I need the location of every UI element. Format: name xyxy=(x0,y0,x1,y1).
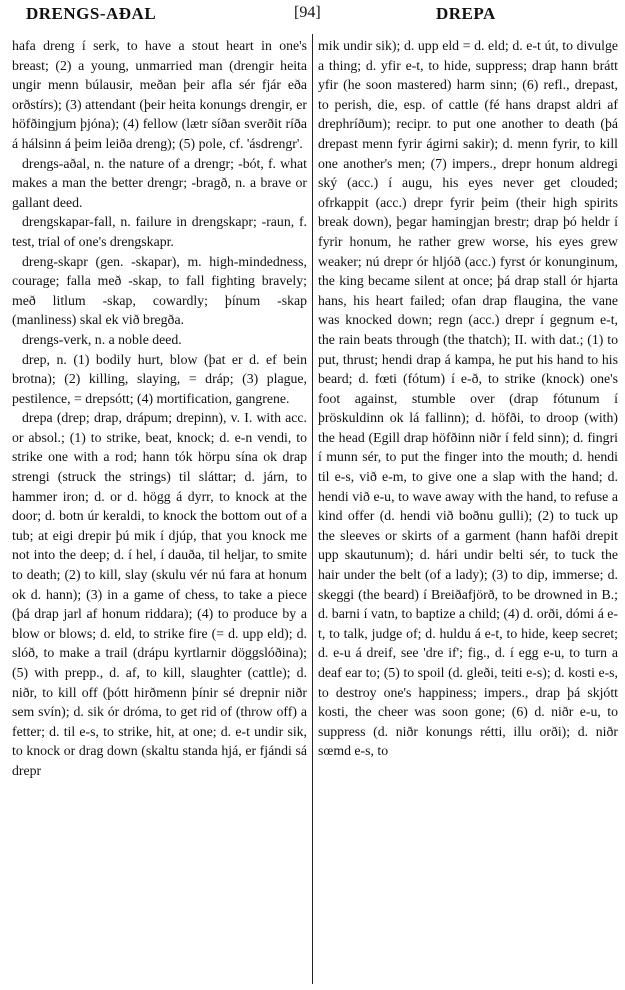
entry-drep: drep, n. (1) bodily hurt, blow (þat er d. ef bein brotna); (2) killing, slaying, = dráp; (3) plague, pestilence, = drepsótt; (4) mortification, gangrene. xyxy=(12,351,307,406)
page-number: [94] xyxy=(294,4,321,21)
right-column xyxy=(318,36,618,761)
entry-dreng-skapr: dreng-skapr (gen. -skapar), m. high-mindedness, courage; falla með -skap, to fall fighting bravely; með litlum -skap, cowardly; þínum -skap (manliness) skal ek við bregða. xyxy=(12,253,307,328)
header-right-guideword: DREPA xyxy=(436,4,496,23)
column-divider xyxy=(312,34,313,984)
entry-continuation-drepa: mik undir sik); d. upp eld = d. eld; d. e-t út, to divulge a thing; d. yfir e-t, to hide, suppress; drap hann brátt yfir (he soon mastered) harm sinn; (6) refl., drepast, to perish, die, esp. of cattle (fé hans drapst aldri af drephríðum); recipr. to put one another to death (þá drepast menn fyrir ágirni sakir); d. menn fyrir, to kill one another's men; (7) impers., drepr honum aldregi ský (acc.) í augu, his eyes never get clouded; ofrkappit (acc.) drepr fyrir þeim (their high spirits break down), þegar hamingjan brestr; drap þó heldr í fyrir honum, he rather grew worse, his eyes grew weaker; nú drepr ór hljóð (acc.) fyrst ór konunginum, the king became silent at once; þá drap stall ór hjarta hans, his heart failed; ofan drap flaugina, the vane was knocked down; regn (acc.) drepr í gegnum e-t, the rain beats through (the thatch); II. with dat.; (1) to put, thrust; hendi drap á kampa, he put his hand to his beard; d. fœti (fótum) í e-ð, to strike (knock) one's foot against, stumble over (drap fótunum í þröskuldinn ok lá fallinn); d. höfði, to droop (with) the head (Egill drap höfðinn niðr í feld sinn); d. fingri í munn sér, to put the finger into the mouth; d. hendi til e-s, við e-m, to give one a slap with the hand; d. hendi við e-u, to wave away with the hand, to refuse a kind offer (d. hendi við boðnu gulli); (2) to tuck up the sleeves or skirts of a garment (hann hafði drepit upp skautunum); d. hári undir belti sér, to tuck the hair under the belt (of a lady); (3) to dip, immerse; d. skeggi (the beard) í Breiðafjörð, to be drowned in B.; d. barni í vatn, to baptize a child; (4) d. orði, dómi á e-t, to talk, judge of; d. huldu á e-t, to hide, keep secret; d. e-u á dreif, see 'dre if'; fig., d. í egg e-u, to turn a deaf ear to; (5) to spoil (d. gleði, teiti e-s); d. kosti e-s, to destroy one's happiness; impers., drap þá skjótt kosti, the cheer was soon gone; (6) d. niðr e-u, to suppress (d. niðr konungs rétti, illu orði); d. niðr sœmd e-s, to xyxy=(318,38,618,759)
entry-drengs-verk: drengs-verk, n. a noble deed. xyxy=(22,331,182,347)
left-column xyxy=(12,36,307,781)
entry-continuation-drengr: hafa dreng í serk, to have a stout heart in one's breast; (2) a young, unmarried man (drengir heita ungir menn búlausir, meðan þeir afla sér fjár eða orðstírs); (3) attendant (þeir heita konungs drengir, er höfðingjum þjóna); (4) fellow (lætr síðan sverðit ríða á hálsinn á þeim leiða dreng); (5) pole, cf. 'ásdrengr'. xyxy=(12,38,307,151)
header-left-guideword: DRENGS-AÐAL xyxy=(26,4,157,23)
entry-drepa: drepa (drep; drap, drápum; drepinn), v. I. with acc. or absol.; (1) to strike, beat, knock; d. e-n vendi, to strike one with a rod; hann tók hörpu sína ok drap strengi (struck the strings) til sláttar; d. járn, to hammer iron; d. or d. högg á dyrr, to knock at the door; d. botn úr keraldi, to knock the bottom out of a tub; at eigi drepir þú mik í djúp, that you knock me not into the deep; d. í hel, í dauða, til heljar, to smite to death; (2) to kill, slay (skulu vér nú fara at honum ok d. hann); (3) in a game of chess, to take a piece (þá drap jarl af honum riddara); (4) to produce by a blow or blows; d. eld, to strike fire (= d. upp eld); d. slóð, to make a trail (drápu kyrtlarnir döggslóðina); (5) with prepp., d. af, to kill, slaughter (cattle); d. niðr, to kill off (þótt hirðmenn þínir sé drepnir niðr sem svín); d. sik ór dróma, to get rid of (throw off) a fetter; d. til e-s, to strike, hit, at one; d. e-t undir sik, to knock or drag down (skaltu standa hjá, er fjándi sá drepr xyxy=(12,410,307,778)
entry-drengs-adal: drengs-aðal, n. the nature of a drengr; -bót, f. what makes a man the better drengr; -bragð, n. a brave or gallant deed. xyxy=(12,155,307,210)
page-header xyxy=(0,4,625,26)
entry-drengskapar-fall: drengskapar-fall, n. failure in drengskapr; -raun, f. test, trial of one's drengskapr. xyxy=(12,214,307,249)
